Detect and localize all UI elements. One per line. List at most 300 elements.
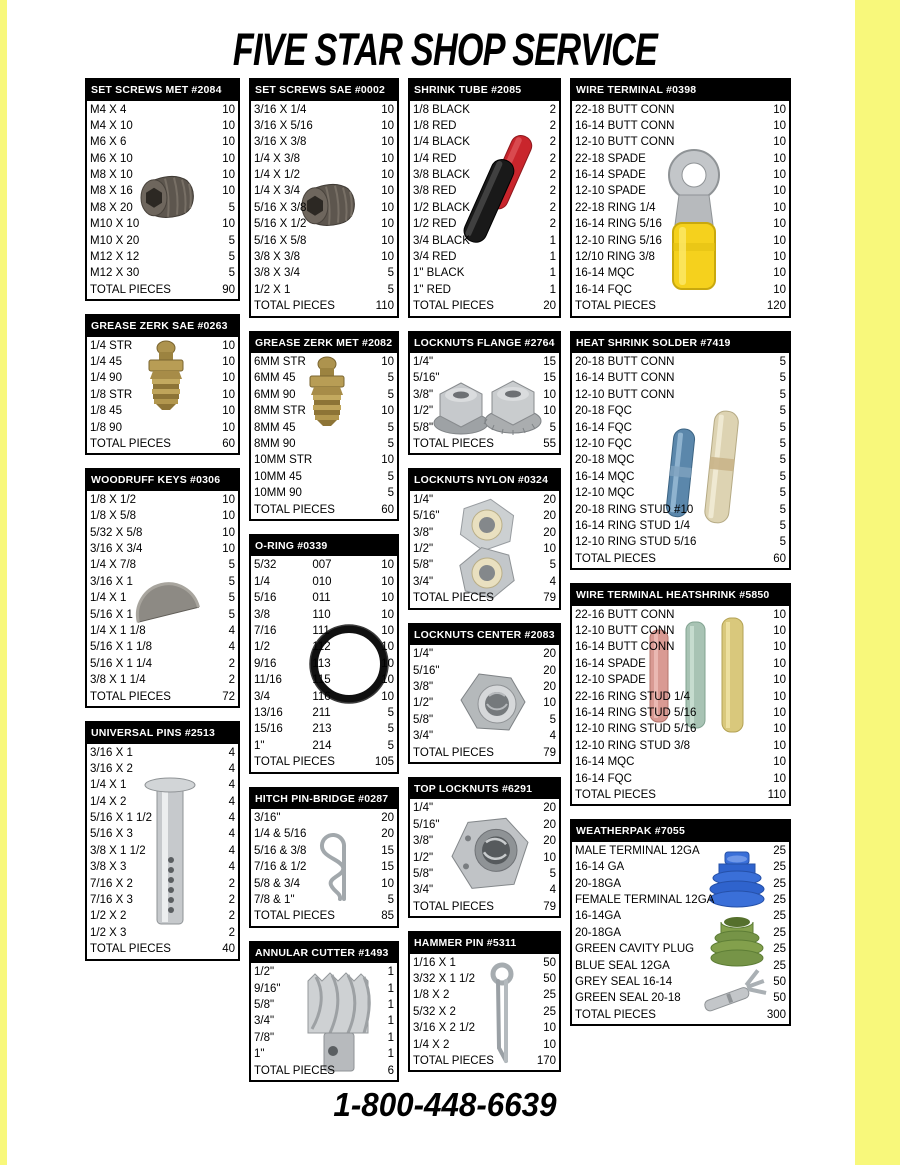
row-label: 1/2 BLACK [413, 201, 470, 214]
total-qty: 60 [773, 552, 786, 565]
total-label: TOTAL PIECES [575, 1008, 656, 1021]
row-qty: 10 [222, 339, 235, 352]
table-row [251, 183, 397, 199]
table-row [410, 403, 559, 419]
table-row [87, 265, 238, 281]
table-row [410, 695, 559, 711]
parts-table [408, 623, 561, 764]
row-label: 6MM 90 [254, 388, 296, 401]
row-qty: 5 [387, 283, 394, 296]
row-label: 3/8 X 3/8 [254, 251, 301, 264]
table-row [410, 646, 559, 662]
row-label: 20-18 FQC [575, 405, 632, 418]
table-row [572, 754, 789, 770]
row-qty: 4 [228, 762, 235, 775]
row-label: GREY SEAL 16-14 [575, 975, 673, 988]
row-label: 1/4" [413, 648, 434, 661]
row-qty: 20 [381, 812, 394, 825]
row-label: 5/8" [413, 713, 434, 726]
row-label: 22-18 SPADE [575, 152, 646, 165]
table-body [251, 101, 397, 316]
row-qty: 10 [381, 119, 394, 132]
row-label: 1/4 [254, 575, 270, 588]
row-qty: 10 [381, 657, 394, 670]
table-row [572, 265, 789, 281]
row-label: 16-14 RING STUD 5/16 [575, 707, 697, 719]
table-row [410, 525, 559, 541]
row-label: 10MM 90 [254, 487, 302, 500]
row-label: GREEN CAVITY PLUG [575, 943, 695, 956]
table-title: WIRE TERMINAL #0398 [572, 80, 789, 101]
row-qty: 25 [773, 877, 786, 890]
total-label: TOTAL PIECES [254, 1064, 335, 1077]
table-body [410, 799, 559, 916]
row-qty: 10 [381, 103, 394, 116]
row-qty: 50 [773, 975, 786, 988]
table-row [87, 826, 238, 842]
table-row [251, 656, 397, 672]
row-label: 10MM 45 [254, 470, 302, 483]
row-qty: 2 [549, 169, 556, 182]
row-label: 3/16 X 1 [90, 575, 133, 588]
row-qty: 10 [381, 641, 394, 654]
row-qty: 10 [381, 169, 394, 182]
row-qty: 10 [773, 641, 786, 654]
row-label: 1/4 45 [90, 356, 122, 369]
parts-table [249, 78, 399, 318]
table-total-row [410, 590, 559, 606]
row-qty: 10 [222, 218, 235, 231]
row-label: M6 X 10 [90, 152, 133, 165]
column-2 [249, 78, 399, 1082]
row-qty: 20 [543, 802, 556, 815]
row-label: 12-10 MQC [575, 487, 635, 500]
table-row [87, 876, 238, 892]
table-row [572, 908, 789, 924]
row-label: 3/4" [413, 884, 434, 897]
table-row [572, 892, 789, 908]
row-label: 8MM 45 [254, 421, 296, 434]
row-label: 3/4 RED [413, 251, 457, 264]
table-total-row [251, 502, 397, 518]
row-label: 1/4 RED [413, 152, 457, 165]
total-label: TOTAL PIECES [413, 300, 494, 313]
table-title: O-RING #0339 [251, 536, 397, 557]
table-row [410, 850, 559, 866]
table-row [572, 102, 789, 118]
table-row [251, 436, 397, 452]
total-label: TOTAL PIECES [413, 1054, 494, 1067]
table-row [572, 843, 789, 859]
row-label: 1/2" [413, 405, 434, 418]
row-label: 5/16 & 3/8 [254, 844, 307, 857]
row-label: 5/16" [413, 372, 440, 385]
table-row [572, 118, 789, 134]
row-code: 007 [312, 559, 332, 572]
row-label: 16-14 FQC [575, 283, 632, 296]
table-row [572, 370, 789, 386]
table-row [251, 469, 397, 485]
row-code: 211 [312, 707, 331, 719]
row-qty: 2 [228, 674, 235, 687]
row-qty: 10 [381, 559, 394, 572]
row-qty: 2 [549, 218, 556, 231]
table-row [251, 1030, 397, 1046]
row-qty: 10 [773, 608, 786, 621]
table-row [251, 403, 397, 419]
table-row [87, 745, 238, 761]
row-label: 5/32 X 2 [413, 1005, 456, 1018]
table-row [87, 216, 238, 232]
table-row [251, 249, 397, 265]
table-row [87, 672, 238, 688]
row-qty: 10 [381, 575, 394, 588]
table-row [87, 420, 238, 436]
row-qty: 5 [387, 267, 394, 280]
table-row [87, 403, 238, 419]
total-qty: 79 [543, 746, 556, 759]
row-qty: 10 [222, 152, 235, 165]
row-qty: 5 [549, 867, 556, 880]
table-row [251, 843, 397, 859]
table-row [251, 200, 397, 216]
row-qty: 10 [381, 690, 394, 703]
row-qty: 10 [773, 772, 786, 785]
table-row [572, 607, 789, 623]
row-qty: 10 [773, 267, 786, 280]
row-qty: 5 [779, 536, 786, 549]
row-label: 3/8" [413, 388, 434, 401]
row-label: 3/16 X 5/16 [254, 119, 313, 132]
parts-table [570, 331, 791, 571]
row-qty: 5 [228, 559, 235, 572]
row-label: MALE TERMINAL 12GA [575, 844, 700, 857]
row-label: 1/4 & 5/16 [254, 828, 307, 841]
table-row [572, 859, 789, 875]
row-label: 16-14 RING STUD 1/4 [575, 519, 691, 532]
parts-table [249, 941, 399, 1082]
row-label: 1/2" [413, 851, 434, 864]
row-qty: 4 [228, 828, 235, 841]
table-row [87, 118, 238, 134]
row-label: 16-14 MQC [575, 267, 635, 280]
table-row [251, 557, 397, 573]
row-qty: 4 [228, 625, 235, 638]
row-qty: 5 [228, 251, 235, 264]
row-qty: 2 [549, 103, 556, 116]
row-label: 16-14 MQC [575, 756, 635, 769]
table-total-row [410, 436, 559, 452]
row-qty: 2 [549, 201, 556, 214]
table-row [251, 981, 397, 997]
table-title: SET SCREWS SAE #0002 [251, 80, 397, 101]
row-label: 3/16 X 2 [90, 762, 133, 775]
row-qty: 15 [543, 356, 556, 369]
row-code: 116 [312, 690, 331, 703]
total-label: TOTAL PIECES [575, 788, 656, 801]
row-qty: 10 [773, 201, 786, 214]
row-label: 1/4 90 [90, 372, 122, 385]
table-row [410, 265, 559, 281]
row-qty: 5 [228, 575, 235, 588]
total-qty: 72 [222, 690, 235, 703]
table-title: WIRE TERMINAL HEATSHRINK #5850 [572, 585, 789, 606]
row-label: 16-14 SPADE [575, 657, 646, 670]
row-label: 12-10 SPADE [575, 185, 646, 198]
row-qty: 5 [387, 388, 394, 401]
table-title: LOCKNUTS NYLON #0324 [410, 470, 559, 491]
row-label: M6 X 6 [90, 136, 127, 149]
table-body [251, 353, 397, 519]
table-title: SET SCREWS MET #2084 [87, 80, 238, 101]
row-qty: 5 [779, 356, 786, 369]
row-qty: 10 [381, 234, 394, 247]
row-qty: 10 [222, 103, 235, 116]
row-label: 3/4" [413, 730, 434, 743]
row-label: 5/32 [254, 559, 277, 572]
total-label: TOTAL PIECES [254, 910, 335, 923]
row-label: 20-18 RING STUD #10 [575, 503, 694, 516]
table-row [87, 843, 238, 859]
parts-table [249, 787, 399, 928]
row-label: 5/16" [413, 818, 440, 831]
row-qty: 10 [773, 657, 786, 670]
table-body [87, 101, 238, 300]
row-qty: 25 [543, 1005, 556, 1018]
table-row [572, 738, 789, 754]
row-label: 1/4 X 3/8 [254, 152, 301, 165]
row-label: 5/16 X 5/8 [254, 234, 307, 247]
table-row [251, 705, 397, 721]
row-qty: 5 [549, 421, 556, 434]
table-row [410, 420, 559, 436]
row-label: 5/16 X 3/8 [254, 201, 307, 214]
row-label: 5/32 X 5/8 [90, 526, 143, 539]
table-row [87, 134, 238, 150]
table-row [572, 876, 789, 892]
table-title: HAMMER PIN #5311 [410, 933, 559, 954]
row-label: 8MM STR [254, 405, 306, 418]
row-qty: 10 [543, 388, 556, 401]
row-label: GREEN SEAL 20-18 [575, 992, 681, 1005]
row-qty: 10 [222, 421, 235, 434]
row-qty: 4 [228, 641, 235, 654]
row-qty: 2 [549, 185, 556, 198]
table-row [251, 216, 397, 232]
row-qty: 25 [543, 989, 556, 1002]
table-row [251, 151, 397, 167]
table-row [410, 800, 559, 816]
row-label: 3/8 X 1 1/4 [90, 674, 146, 687]
table-total-row [410, 298, 559, 314]
table-row [87, 354, 238, 370]
table-row [572, 990, 789, 1006]
table-title: WOODRUFF KEYS #0306 [87, 470, 238, 491]
table-row [410, 833, 559, 849]
row-label: 16-14 BUTT CONN [575, 372, 675, 385]
table-row [87, 338, 238, 354]
total-label: TOTAL PIECES [90, 943, 171, 956]
row-label: 5/8 & 3/4 [254, 877, 301, 890]
row-qty: 25 [773, 926, 786, 939]
total-label: TOTAL PIECES [254, 300, 335, 313]
table-row [572, 689, 789, 705]
table-body [410, 101, 559, 316]
row-code: 113 [312, 657, 331, 670]
table-row [87, 370, 238, 386]
row-qty: 15 [381, 844, 394, 857]
row-label: 22-16 RING STUD 1/4 [575, 690, 691, 703]
table-row [410, 118, 559, 134]
row-label: M12 X 12 [90, 251, 140, 264]
total-qty: 40 [222, 943, 235, 956]
row-label: 1/2 X 2 [90, 910, 127, 923]
row-qty: 1 [387, 982, 394, 995]
total-qty: 170 [536, 1054, 556, 1067]
row-qty: 5 [779, 487, 786, 500]
table-row [572, 354, 789, 370]
parts-table [408, 331, 561, 456]
row-label: 5/8" [413, 867, 434, 880]
row-qty: 2 [228, 926, 235, 939]
tables-grid [85, 78, 791, 1082]
row-label: 5/16" [413, 510, 440, 523]
row-qty: 15 [381, 861, 394, 874]
row-label: 1/8 X 2 [413, 989, 450, 1002]
table-row [251, 859, 397, 875]
row-qty: 10 [222, 185, 235, 198]
row-qty: 10 [222, 493, 235, 506]
row-code: 110 [312, 608, 331, 621]
row-label: 1" BLACK [413, 267, 465, 280]
row-label: 3/4" [254, 1015, 275, 1028]
row-qty: 5 [779, 372, 786, 385]
table-row [410, 387, 559, 403]
table-title: HEAT SHRINK SOLDER #7419 [572, 333, 789, 354]
row-qty: 10 [773, 723, 786, 736]
parts-table [85, 721, 240, 961]
row-qty: 10 [773, 119, 786, 132]
row-label: 3/4 [254, 690, 270, 703]
row-qty: 1 [387, 1015, 394, 1028]
row-qty: 10 [222, 169, 235, 182]
row-label: 1/4 X 1 1/8 [90, 625, 146, 638]
row-qty: 5 [779, 421, 786, 434]
table-row [410, 971, 559, 987]
row-label: 3/4 BLACK [413, 234, 470, 247]
row-label: 11/16 [254, 674, 282, 687]
parts-table [85, 468, 240, 708]
table-row [410, 492, 559, 508]
phone-number: 1-800-448-6639 [333, 1086, 557, 1123]
total-qty: 110 [767, 788, 786, 801]
row-label: 1/8 X 5/8 [90, 510, 137, 523]
row-qty: 10 [773, 152, 786, 165]
table-row [87, 492, 238, 508]
table-total-row [572, 298, 789, 314]
total-label: TOTAL PIECES [413, 438, 494, 451]
row-qty: 5 [779, 503, 786, 516]
parts-table [408, 931, 561, 1072]
table-row [572, 151, 789, 167]
parts-table [570, 819, 791, 1026]
table-row [572, 233, 789, 249]
row-qty: 20 [543, 664, 556, 677]
row-qty: 25 [773, 910, 786, 923]
row-qty: 1 [549, 251, 556, 264]
row-label: 1/8 RED [413, 119, 457, 132]
row-label: 1/2 X 3 [90, 926, 127, 939]
row-qty: 10 [381, 218, 394, 231]
row-label: 20-18GA [575, 877, 622, 890]
table-row [251, 689, 397, 705]
row-label: 22-18 RING 1/4 [575, 201, 656, 214]
row-qty: 5 [549, 559, 556, 572]
parts-table [85, 78, 240, 301]
table-title: UNIVERSAL PINS #2513 [87, 723, 238, 744]
table-row [572, 518, 789, 534]
row-qty: 10 [381, 152, 394, 165]
row-label: 3/8 X 3 [90, 861, 127, 874]
table-title: GREASE ZERK SAE #0263 [87, 316, 238, 337]
row-qty: 25 [773, 959, 786, 972]
row-qty: 5 [387, 739, 394, 752]
table-row [251, 964, 397, 980]
row-label: 7/16 X 3 [90, 894, 133, 907]
row-label: 3/8" [413, 680, 434, 693]
row-label: 1/4 X 7/8 [90, 559, 137, 572]
table-row [87, 794, 238, 810]
row-label: 1/8 90 [90, 421, 122, 434]
table-row [87, 761, 238, 777]
table-row [251, 721, 397, 737]
row-qty: 4 [228, 779, 235, 792]
row-label: 1/4 BLACK [413, 136, 470, 149]
table-row [87, 200, 238, 216]
row-label: 7/8" [254, 1031, 275, 1044]
row-qty: 10 [773, 625, 786, 638]
table-title: SHRINK TUBE #2085 [410, 80, 559, 101]
table-row [251, 1046, 397, 1062]
row-qty: 5 [387, 421, 394, 434]
table-row [87, 607, 238, 623]
total-label: TOTAL PIECES [413, 900, 494, 913]
row-label: 1/4" [413, 356, 434, 369]
row-label: 3/16 X 3/4 [90, 543, 143, 556]
row-label: 16-14 MQC [575, 470, 635, 483]
row-label: 16-14 BUTT CONN [575, 119, 675, 132]
row-label: 5/16 X 3 [90, 828, 133, 841]
row-label: 16-14 BUTT CONN [575, 641, 675, 654]
table-total-row [410, 1053, 559, 1069]
table-row [251, 607, 397, 623]
row-qty: 25 [773, 861, 786, 874]
table-row [572, 534, 789, 550]
row-label: M10 X 20 [90, 234, 140, 247]
row-label: 3/16" [254, 812, 281, 825]
table-total-row [572, 551, 789, 567]
table-body [572, 353, 789, 568]
table-row [410, 1004, 559, 1020]
row-label: M8 X 10 [90, 169, 133, 182]
row-label: 3/8" [413, 835, 434, 848]
row-qty: 10 [543, 405, 556, 418]
row-qty: 10 [222, 356, 235, 369]
row-label: 12-10 RING STUD 3/8 [575, 739, 691, 752]
parts-table [408, 468, 561, 609]
row-label: 12-10 BUTT CONN [575, 625, 675, 638]
row-qty: 20 [543, 493, 556, 506]
